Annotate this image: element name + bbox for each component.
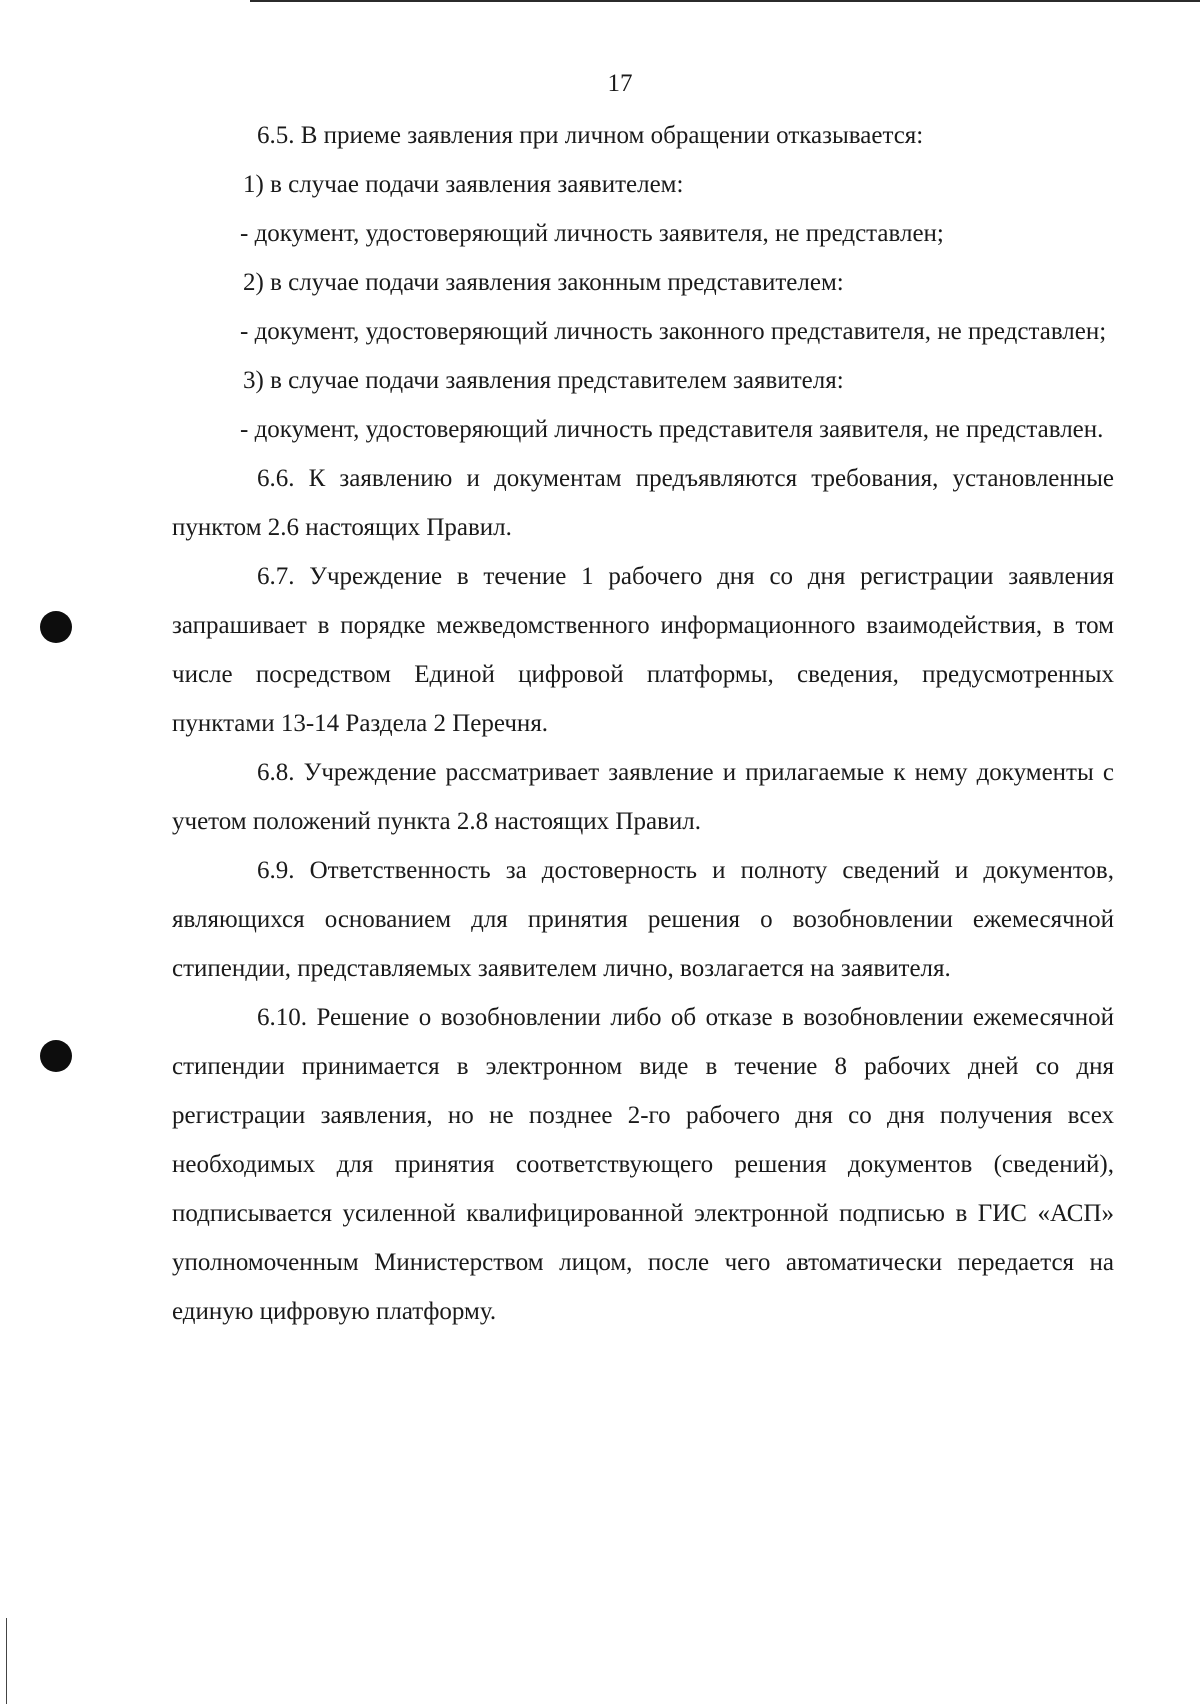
list-item-3: 3) в случае подачи заявления представителем заявителя: <box>243 367 844 394</box>
paragraph-6-8: 6.8. Учреждение рассматривает заявление и прилагаемые к нему документы с учетом положений пункта 2.8 настоящих Правил. <box>172 759 1114 835</box>
punch-hole-mark <box>40 1040 72 1072</box>
punch-hole-mark <box>40 611 72 643</box>
scan-edge-line <box>6 1618 7 1704</box>
top-border-line <box>250 0 1200 2</box>
dash-item-3: - документ, удостоверяющий личность представителя заявителя, не представлен. <box>240 416 1104 443</box>
paragraph-6-5: 6.5. В приеме заявления при личном обращении отказывается: <box>257 122 924 149</box>
paragraph-6-9: 6.9. Ответственность за достоверность и полноту сведений и документов, являющихся основанием для принятия решения о возобновлении ежемесячной стипендии, представляемых заявителем лично, возлагается на заявителя. <box>172 857 1114 982</box>
dash-item-1: - документ, удостоверяющий личность заявителя, не представлен; <box>240 220 944 247</box>
list-item-1: 1) в случае подачи заявления заявителем: <box>243 171 684 198</box>
list-item-2: 2) в случае подачи заявления законным представителем: <box>243 269 844 296</box>
paragraph-6-6: 6.6. К заявлению и документам предъявляются требования, установленные пунктом 2.6 настоящих Правил. <box>172 465 1114 541</box>
document-body <box>172 111 1114 1336</box>
paragraph-6-7: 6.7. Учреждение в течение 1 рабочего дня со дня регистрации заявления запрашивает в порядке межведомственного информационного взаимодействия, в том числе посредством Единой цифровой платформы, сведения, предусмотренных пунктами 13-14 Раздела 2 Перечня. <box>172 563 1114 737</box>
page-number: 17 <box>607 70 633 97</box>
paragraph-6-10: 6.10. Решение о возобновлении либо об отказе в возобновлении ежемесячной стипендии принимается в электронном виде в течение 8 рабочих дней со дня регистрации заявления, но не позднее 2-го рабочего дня со дня получения всех необходимых для принятия соответствующего решения документов (сведений), подписывается усиленной квалифицированной электронной подписью в ГИС «АСП» уполномоченным Министерством лицом, после чего автоматически передается на единую цифровую платформу. <box>172 1004 1114 1325</box>
dash-item-2: - документ, удостоверяющий личность законного представителя, не представлен; <box>240 318 1107 345</box>
